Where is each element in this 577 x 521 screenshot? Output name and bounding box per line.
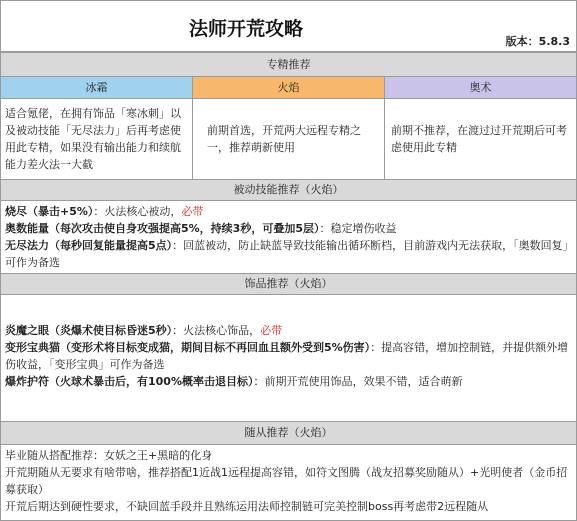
item-name: 爆炸护符（火球术暴击后，有100%概率击退目标） [5,375,254,388]
item-entry [5,339,572,373]
title-row [1,1,576,52]
follower-line: 开荒后期达到硬性要求，不缺回蓝手段并且熟练运用法师控制链可完美控制boss再考虑带2远程随从 [5,500,489,513]
spec-desc-arcane-text: 前期不推荐，在渡过过开荒期后可考虑使用此专精 [391,124,567,154]
passive-desc: ：回蓝被动，防止缺蓝导致技能输出循环断档，目前游戏内无法获取，「奥数回复」可作为备选 [5,239,569,269]
required-tag: 必带 [181,205,204,218]
item-desc: ：火法核心饰品， [172,324,261,337]
passive-item [5,220,572,237]
item-desc: ：提高容错，增加控制链，并提供额外增伤收益，「变形宝典」可作为备选 [5,341,569,371]
passive-item [5,203,572,220]
version-label: 版本：5.8.3 [505,35,570,48]
passive-item [5,237,572,271]
spec-desc-frost-text: 适合氪佬，在拥有饰品「寒冰刺」以及被动技能「无尽法力」后再考虑使用此专精，如果没有输出能力和续航能力差火法一大截 [5,107,181,171]
section-header-items: 饰品推荐（火焰） [1,273,576,295]
item-list [1,322,576,390]
passive-list [1,203,576,271]
item-desc: ：前期开荒使用饰品，效果不错，适合萌新 [253,375,463,388]
spec-desc-fire [193,99,385,179]
spec-header-frost: 冰霜 [1,77,193,99]
required-tag: 必带 [260,324,283,337]
page-title: 法师开荒攻略 [189,18,304,40]
passive-name: 奥数能量（每次攻击使自身攻强提高5%，持续3秒，可叠加5层） [5,222,320,235]
item-name: 变形宝典猫（变形术将目标变成猫，期间目标不再回血且额外受到5%伤害） [5,341,371,354]
follower-line: 开荒期随从无要求有啥带啥，推荐搭配1近战1远程提高容错，如符文图腾（战友招募奖励随从）+光明使者（金币招募获取） [5,466,568,496]
section-header-passive: 被动技能推荐（火焰） [1,179,576,201]
passive-desc: ：稳定增伤收益 [319,222,397,235]
follower-list [1,447,576,515]
follower-line: 毕业随从搭配推荐：女妖之王+黑暗的化身 [5,449,213,462]
passive-name: 烧尽（暴击+5%） [5,205,94,218]
spec-header-fire: 火焰 [193,77,385,99]
item-entry [5,322,572,339]
spec-desc-fire-text: 前期首选，开荒两大远程专精之一，推荐萌新使用 [207,124,361,154]
passive-name: 无尽法力（每秒回复能量提高5点） [5,239,173,252]
spec-header-arcane: 奥术 [385,77,576,99]
spec-desc-frost [1,99,193,179]
section-header-talent: 专精推荐 [1,52,576,77]
section-header-followers: 随从推荐（火焰） [1,421,576,445]
item-name: 炎魔之眼（炎爆术使目标昏迷5秒） [5,324,173,337]
passive-desc: ：火法核心被动， [93,205,182,218]
spec-desc-arcane [385,99,576,179]
item-entry [5,373,572,390]
